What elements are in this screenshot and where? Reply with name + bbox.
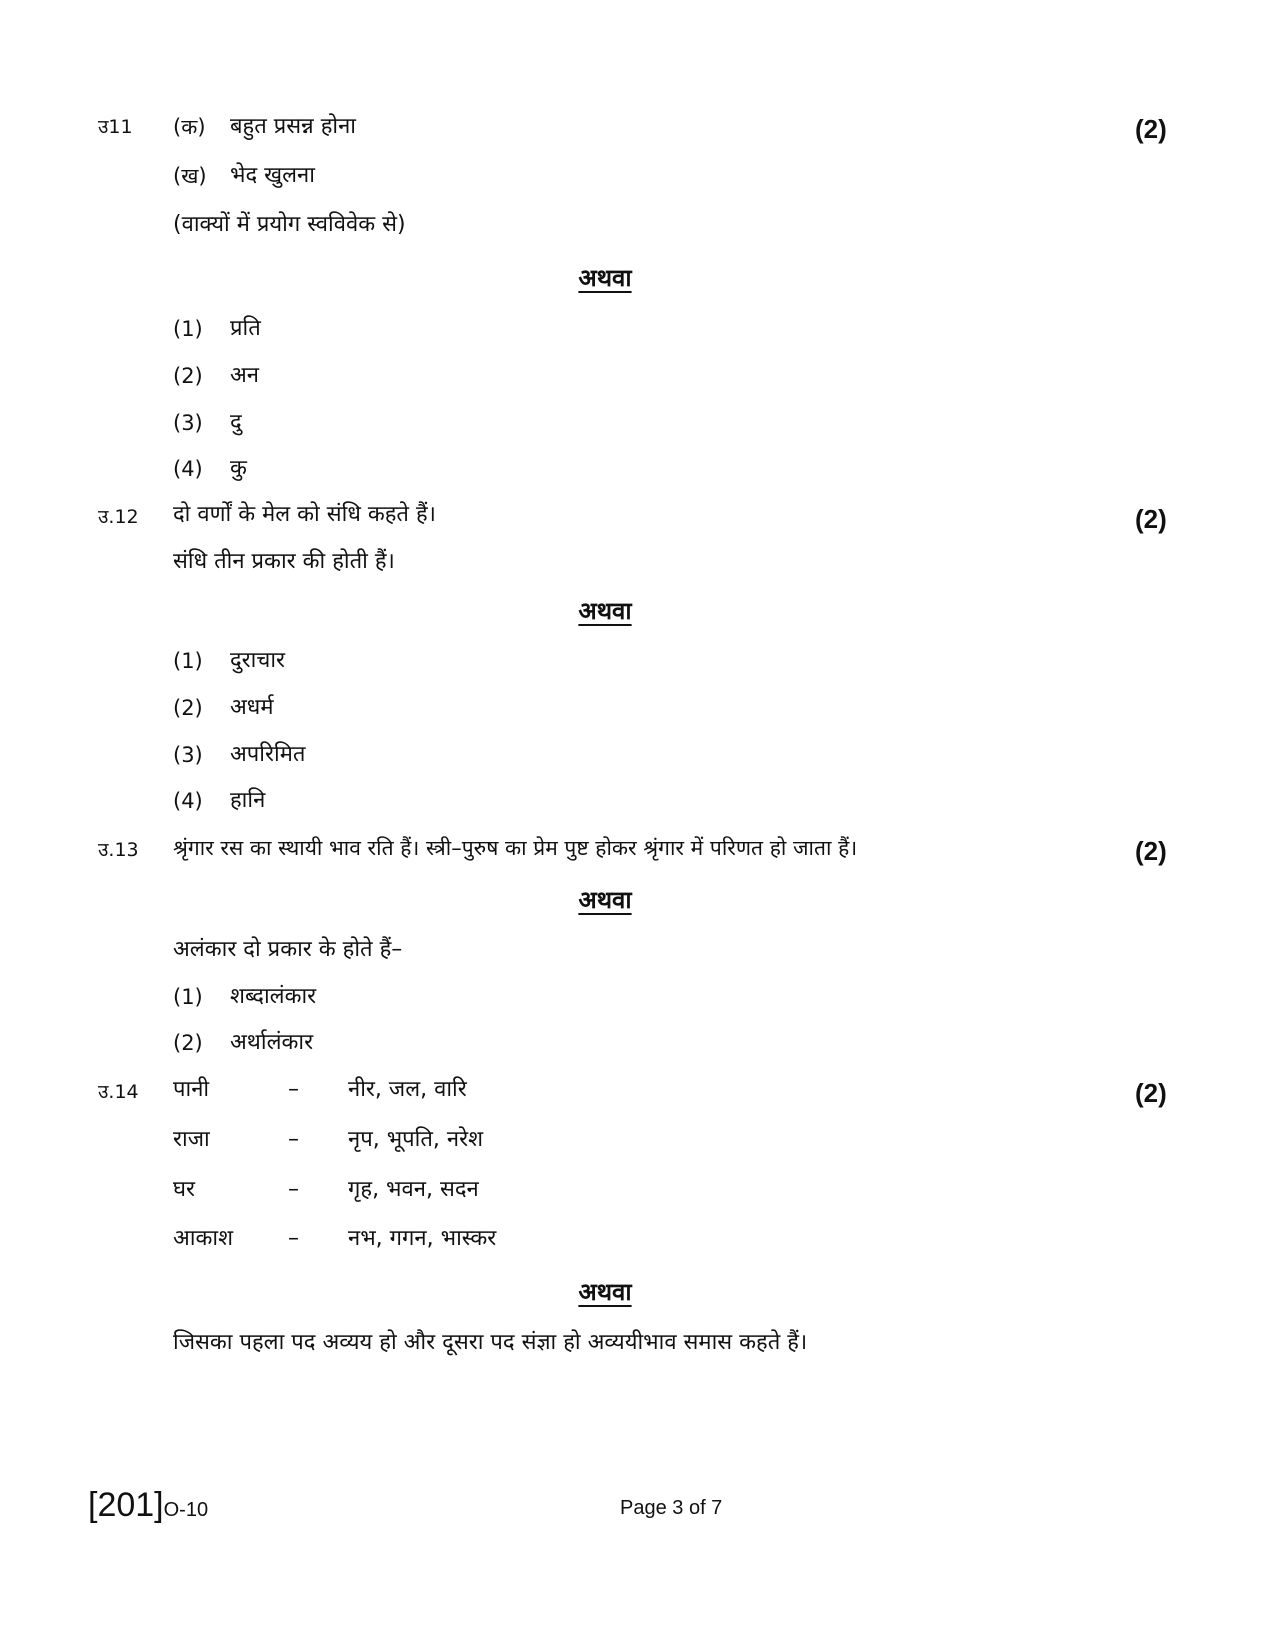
synonyms: नभ, गगन, भास्कर xyxy=(348,1226,497,1251)
synonyms: नीर, जल, वारि xyxy=(348,1077,467,1102)
dash: – xyxy=(288,1077,299,1102)
item-label: (1) xyxy=(173,317,203,341)
question-number: उ11 xyxy=(98,116,133,138)
item-label: (3) xyxy=(173,743,203,767)
item-text: दुराचार xyxy=(230,648,286,673)
item-text: अधर्म xyxy=(230,695,274,720)
item-text: प्रति xyxy=(230,316,261,341)
synonyms: नृप, भूपति, नरेश xyxy=(348,1127,484,1152)
dash: – xyxy=(288,1226,299,1251)
paper-code: [201]O-10 xyxy=(88,1486,209,1524)
item-text: भेद खुलना xyxy=(230,163,315,188)
word: घर xyxy=(173,1177,196,1202)
answer-intro: अलंकार दो प्रकार के होते हैं– xyxy=(173,937,403,962)
note-text: (वाक्यों में प्रयोग स्वविवेक से) xyxy=(173,212,406,237)
question-number: उ.12 xyxy=(98,506,139,528)
answer-line: दो वर्णों के मेल को संधि कहते हैं। xyxy=(173,502,436,527)
item-label: (ख) xyxy=(173,164,207,188)
answer-line: जिसका पहला पद अव्यय हो और दूसरा पद संज्ञा हो अव्ययीभाव समास कहते हैं। xyxy=(173,1330,808,1355)
item-text: शब्दालंकार xyxy=(230,984,317,1009)
or-heading: अथवा xyxy=(578,1278,632,1306)
item-label: (2) xyxy=(173,364,203,388)
marks: (2) xyxy=(1135,1078,1167,1108)
synonyms: गृह, भवन, सदन xyxy=(348,1177,479,1202)
marks: (2) xyxy=(1135,504,1167,534)
item-label: (4) xyxy=(173,457,203,481)
question-number: उ.13 xyxy=(98,839,139,861)
item-text: कु xyxy=(230,456,247,481)
or-heading: अथवा xyxy=(578,886,632,914)
item-text: दु xyxy=(230,410,242,435)
item-label: (2) xyxy=(173,1031,203,1055)
page-number: Page 3 of 7 xyxy=(620,1497,723,1519)
word: पानी xyxy=(173,1077,210,1102)
dash: – xyxy=(288,1177,299,1202)
marks: (2) xyxy=(1135,836,1167,866)
item-label: (3) xyxy=(173,411,203,435)
word: आकाश xyxy=(173,1226,234,1251)
item-text: हानि xyxy=(230,788,266,813)
item-label: (1) xyxy=(173,985,203,1009)
or-heading: अथवा xyxy=(578,264,632,292)
item-text: अपरिमित xyxy=(230,742,306,767)
marks: (2) xyxy=(1135,114,1167,144)
answer-line: संधि तीन प्रकार की होती हैं। xyxy=(173,549,395,574)
item-label: (4) xyxy=(173,789,203,813)
item-label: (क) xyxy=(173,115,206,139)
or-heading: अथवा xyxy=(578,597,632,625)
dash: – xyxy=(288,1127,299,1152)
question-number: उ.14 xyxy=(98,1081,139,1103)
item-text: अन xyxy=(230,363,260,388)
item-text: बहुत प्रसन्न होना xyxy=(230,114,356,139)
item-label: (1) xyxy=(173,649,203,673)
word: राजा xyxy=(173,1127,210,1152)
paper-code-suffix: O-10 xyxy=(163,1499,209,1521)
answer-line: श्रृंगार रस का स्थायी भाव रति हैं। स्त्री–पुरुष का प्रेम पुष्ट होकर श्रृंगार में परिणत हो जाता हैं। xyxy=(173,836,858,860)
item-text: अर्थालंकार xyxy=(230,1030,314,1055)
item-label: (2) xyxy=(173,696,203,720)
